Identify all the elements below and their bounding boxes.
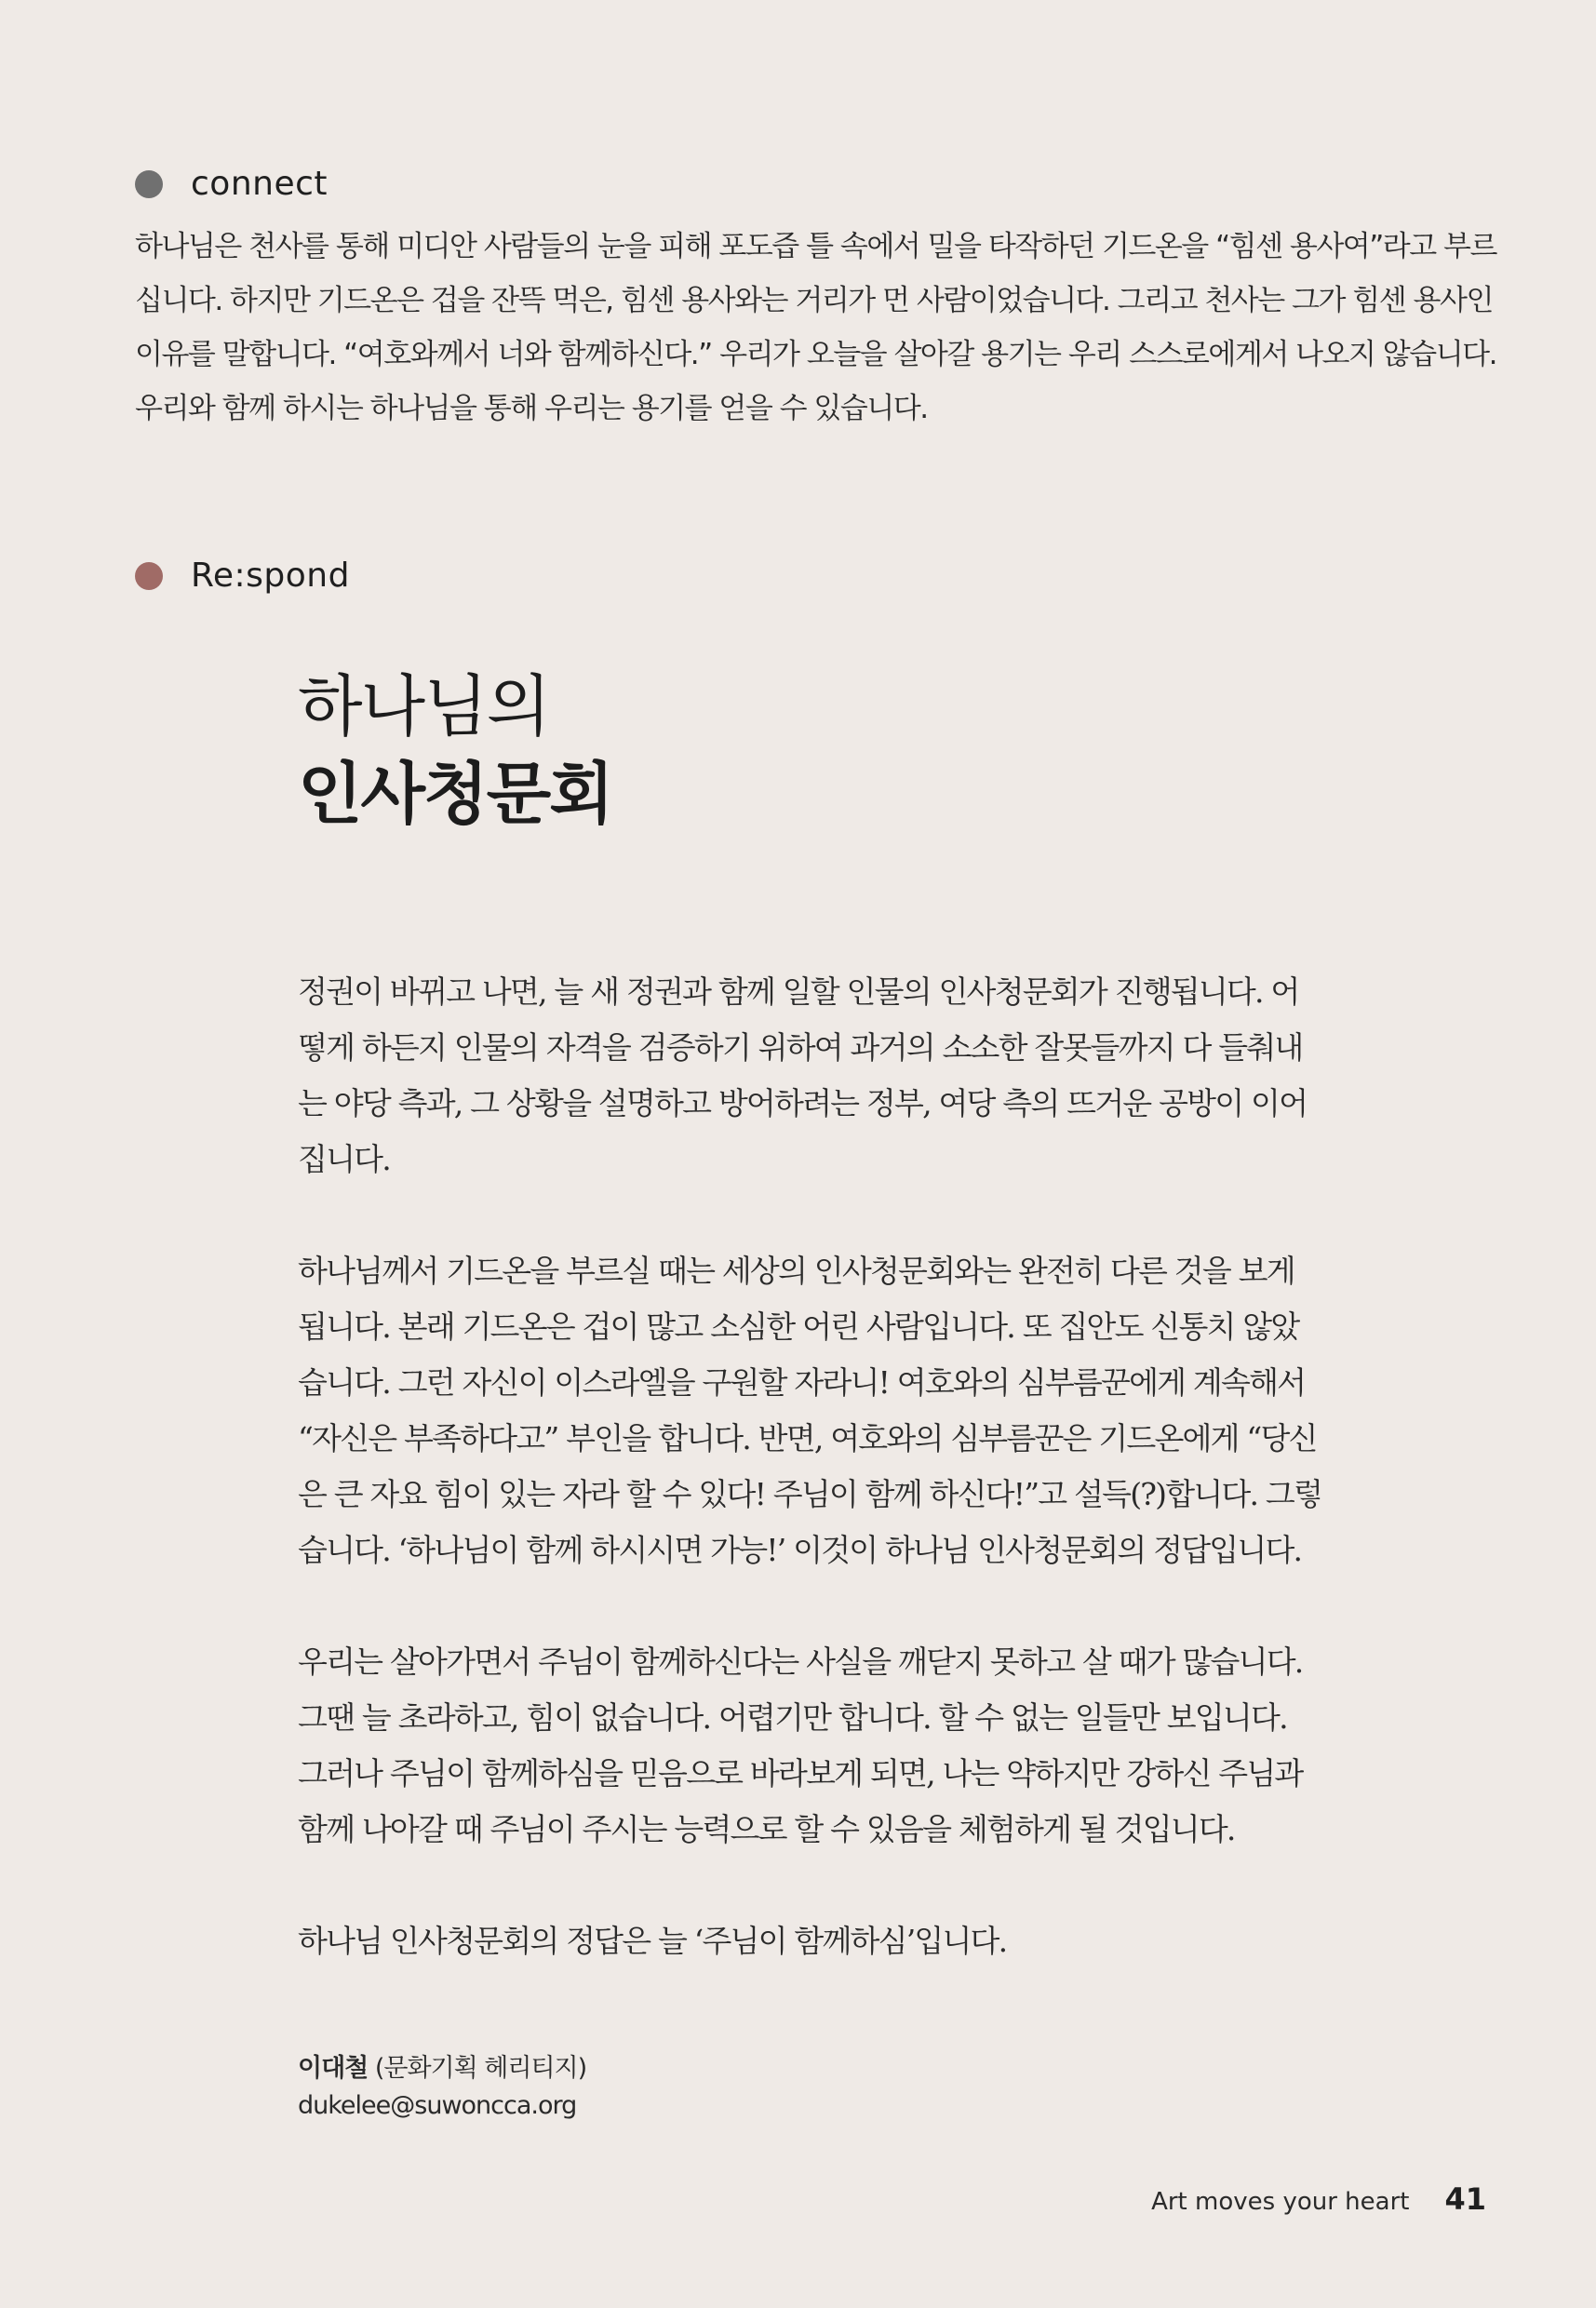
article-body [298,964,1368,2025]
author-email: dukelee@suwoncca.org [298,2091,577,2120]
connect-paragraph [135,220,1494,436]
body-line: 함께 나아갈 때 주님이 주시는 능력으로 할 수 있음을 체험하게 될 것입니다. [298,1811,1235,1847]
body-line: “자신은 부족하다고” 부인을 합니다. 반면, 여호와의 심부름꾼은 기드온에게 “당신 [298,1420,1317,1456]
connect-line: 우리와 함께 하시는 하나님을 통해 우리는 용기를 얻을 수 있습니다. [135,392,928,425]
author-affiliation: (문화기획 헤리티지) [368,2054,587,2083]
respond-section-header [135,557,350,595]
body-line: 은 큰 자요 힘이 있는 자라 할 수 있다! 주님이 함께 하신다!”고 설득(?)합니다. 그렇 [298,1476,1322,1512]
body-line: 그땐 늘 초라하고, 힘이 없습니다. 어렵기만 합니다. 할 수 없는 일들만 보입니다. [298,1699,1287,1736]
author-line [298,2050,586,2087]
footer-tagline: Art moves your heart [1151,2188,1410,2216]
body-paragraph-2 [298,1243,1368,1578]
article-title [298,663,612,838]
body-paragraph-3 [298,1634,1368,1858]
connect-section-header [135,165,328,203]
author-byline [298,2050,586,2125]
connect-bullet-icon [135,170,163,198]
connect-label: connect [191,165,329,203]
body-line: 정권이 바뀌고 나면, 늘 새 정권과 함께 일할 인물의 인사청문회가 진행됩니다. 어 [298,973,1299,1010]
body-line: 하나님께서 기드온을 부르실 때는 세상의 인사청문회와는 완전히 다른 것을 보게 [298,1253,1294,1289]
body-line: 습니다. ‘하나님이 함께 하시시면 가능!’ 이것이 하나님 인사청문회의 정답입니다. [298,1532,1302,1568]
respond-label: Re:spond [191,557,350,595]
body-line: 는 야당 측과, 그 상황을 설명하고 방어하려는 정부, 여당 측의 뜨거운 공방이 이어 [298,1085,1308,1121]
body-line: 떻게 하든지 인물의 자격을 검증하기 위하여 과거의 소소한 잘못들까지 다 들춰내 [298,1029,1303,1066]
title-line-1: 하나님의 [298,667,550,745]
title-line-2: 인사청문회 [298,754,612,833]
body-line: 습니다. 그런 자신이 이스라엘을 구원할 자라니! 여호와의 심부름꾼에게 계속해서 [298,1364,1306,1401]
body-paragraph-4 [298,1913,1368,1969]
body-paragraph-1 [298,964,1368,1188]
body-line: 우리는 살아가면서 주님이 함께하신다는 사실을 깨닫지 못하고 살 때가 많습니다. [298,1644,1303,1680]
page-number: 41 [1444,2181,1486,2217]
body-line: 집니다. [298,1141,390,1177]
body-line: 하나님 인사청문회의 정답은 늘 ‘주님이 함께하심’입니다. [298,1923,1007,1959]
body-line: 됩니다. 본래 기드온은 겁이 많고 소심한 어린 사람입니다. 또 집안도 신통치 않았 [298,1308,1299,1345]
connect-line: 십니다. 하지만 기드온은 겁을 잔뜩 먹은, 힘센 용사와는 거리가 먼 사람이었습니다. 그리고 천사는 그가 힘센 용사인 [135,284,1493,317]
body-line: 그러나 주님이 함께하심을 믿음으로 바라보게 되면, 나는 약하지만 강하신 주님과 [298,1755,1303,1791]
respond-bullet-icon [135,562,163,590]
connect-line: 하나님은 천사를 통해 미디안 사람들의 눈을 피해 포도즙 틀 속에서 밀을 타작하던 기드온을 “힘센 용사여”라고 부르 [135,230,1496,263]
connect-line: 이유를 말합니다. “여호와께서 너와 함께하신다.” 우리가 오늘을 살아갈 용기는 우리 스스로에게서 나오지 않습니다. [135,338,1496,371]
page-footer [1151,2181,1486,2217]
author-name: 이대철 [298,2054,369,2083]
